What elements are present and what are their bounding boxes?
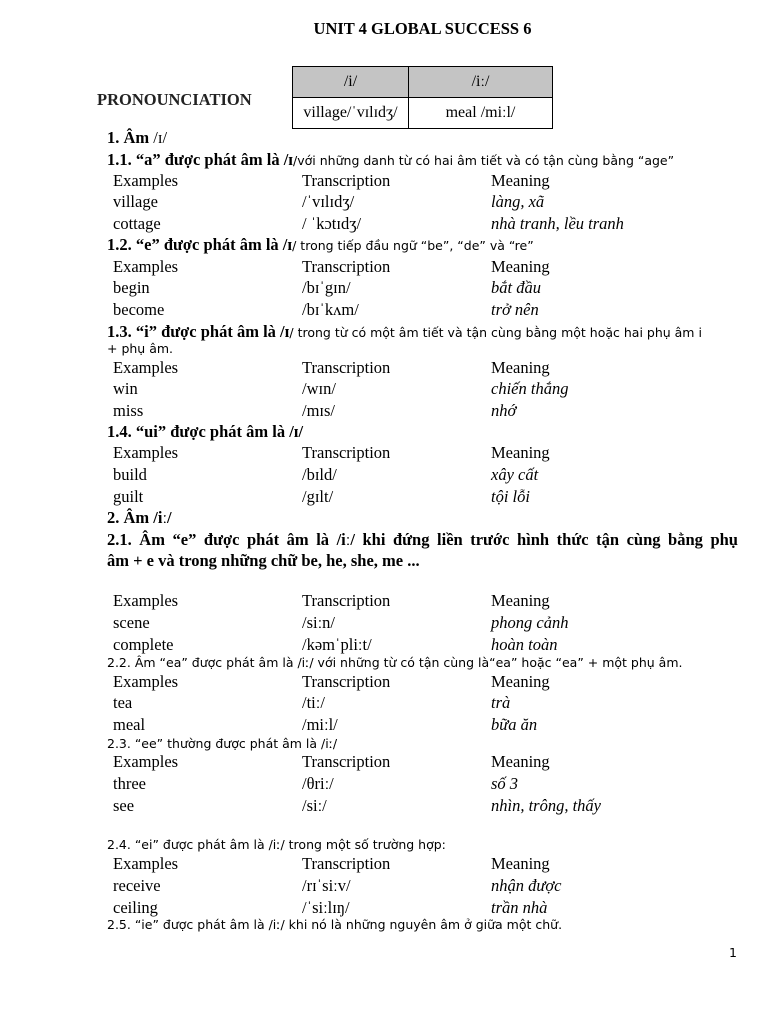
section-1-title: 1. Âm	[107, 128, 150, 147]
example-meaning: trở nên	[491, 300, 539, 319]
example-transcription: /miːl/	[302, 715, 338, 734]
example-meaning: chiến thắng	[491, 379, 569, 398]
example-transcription: /bɪˈkʌm/	[302, 300, 359, 319]
ipa-table-cell-meal: meal /miːl/	[409, 98, 553, 129]
example-transcription: /siːn/	[302, 613, 336, 632]
example-meaning: bắt đầu	[491, 278, 541, 297]
example-word: see	[113, 796, 135, 815]
example-transcription: /bɪˈgɪn/	[302, 278, 351, 297]
column-header-meaning: Meaning	[491, 358, 550, 377]
example-transcription: /rɪˈsiːv/	[302, 876, 351, 895]
subsection-1-2-heading	[107, 235, 534, 255]
example-meaning: trà	[491, 693, 511, 712]
example-meaning: trần nhà	[491, 898, 548, 917]
example-transcription: /tiː/	[302, 693, 325, 712]
ipa-table-cell-village: village/ˈvɪlɪdʒ/	[293, 98, 409, 129]
column-header-examples: Examples	[113, 672, 179, 691]
subsection-2-5-heading: 2.5. “ie” được phát âm là /iː/ khi nó là những nguyên âm ở giữa một chữ.	[107, 917, 563, 932]
ipa-table-header-long-i: /iː/	[409, 67, 553, 98]
subsection-1-1-note: /với những danh từ có hai âm tiết và có tận cùng bằng “age”	[293, 153, 675, 168]
column-header-examples: Examples	[113, 257, 179, 276]
example-word: become	[113, 300, 165, 319]
example-meaning: phong cảnh	[491, 613, 569, 632]
subsection-1-2-note: / trong tiếp đầu ngữ “be”, “de” và “re”	[292, 238, 534, 253]
example-word: cottage	[113, 214, 161, 233]
subsection-2-4-heading: 2.4. “ei” được phát âm là /iː/ trong một số trường hợp:	[107, 837, 446, 852]
subsection-2-3-heading: 2.3. “ee” thường được phát âm là /iː/	[107, 736, 338, 751]
example-transcription: /kəmˈpliːt/	[302, 635, 372, 654]
example-meaning: nhà tranh, lều tranh	[491, 214, 624, 233]
column-header-examples: Examples	[113, 591, 179, 610]
column-header-transcription: Transcription	[302, 171, 391, 190]
example-word: ceiling	[113, 898, 158, 917]
example-meaning: tội lỗi	[491, 487, 530, 506]
example-transcription: /siː/	[302, 796, 327, 815]
example-word: three	[113, 774, 146, 793]
example-meaning: làng, xã	[491, 192, 545, 211]
example-transcription: /bɪld/	[302, 465, 337, 484]
column-header-transcription: Transcription	[302, 257, 391, 276]
subsection-1-3-heading	[107, 322, 702, 342]
example-word: miss	[113, 401, 144, 420]
column-header-meaning: Meaning	[491, 752, 550, 771]
example-meaning: nhớ	[491, 401, 517, 420]
section-2-heading: 2. Âm /iː/	[107, 508, 172, 527]
example-transcription: /mɪs/	[302, 401, 336, 420]
section-1-ipa: /ɪ/	[153, 128, 168, 147]
ipa-table-header-short-i: /i/	[293, 67, 409, 98]
subsection-2-1-heading-line2: âm + e và trong những chữ be, he, she, me ...	[107, 551, 420, 570]
column-header-meaning: Meaning	[491, 443, 550, 462]
subsection-1-3-note: / trong từ có một âm tiết và tận cùng bằng một hoặc hai phụ âm i	[289, 325, 702, 340]
example-word: guilt	[113, 487, 144, 506]
example-word: begin	[113, 278, 150, 297]
example-meaning: hoàn toàn	[491, 635, 558, 654]
example-meaning: số 3	[491, 774, 519, 793]
document-title: UNIT 4 GLOBAL SUCCESS 6	[313, 19, 532, 38]
column-header-examples: Examples	[113, 854, 179, 873]
subsection-2-2-heading: 2.2. Âm “ea” được phát âm là /iː/ với những từ có tận cùng là“ea” hoặc “ea” + một phụ âm.	[107, 655, 683, 670]
section-1-heading	[107, 128, 167, 148]
example-word: receive	[113, 876, 161, 895]
column-header-examples: Examples	[113, 752, 179, 771]
example-word: tea	[113, 693, 133, 712]
column-header-meaning: Meaning	[491, 257, 550, 276]
column-header-transcription: Transcription	[302, 591, 391, 610]
column-header-transcription: Transcription	[302, 443, 391, 462]
column-header-examples: Examples	[113, 358, 179, 377]
column-header-transcription: Transcription	[302, 358, 391, 377]
column-header-transcription: Transcription	[302, 672, 391, 691]
column-header-transcription: Transcription	[302, 854, 391, 873]
column-header-examples: Examples	[113, 171, 179, 190]
column-header-meaning: Meaning	[491, 854, 550, 873]
subsection-1-4-heading: 1.4. “ui” được phát âm là /ɪ/	[107, 422, 304, 441]
subsection-1-2-title: 1.2. “e” được phát âm là /ɪ	[107, 235, 293, 254]
example-meaning: nhìn, trông, thấy	[491, 796, 601, 815]
example-word: meal	[113, 715, 146, 734]
column-header-meaning: Meaning	[491, 672, 550, 691]
example-word: village	[113, 192, 158, 211]
ipa-table	[292, 66, 553, 129]
column-header-meaning: Meaning	[491, 171, 550, 190]
subsection-1-1-heading	[107, 150, 674, 170]
example-word: win	[113, 379, 138, 398]
section-label-pronounciation: PRONOUNCIATION	[97, 90, 252, 109]
example-transcription: /wɪn/	[302, 379, 336, 398]
example-meaning: bữa ăn	[491, 715, 538, 734]
column-header-meaning: Meaning	[491, 591, 550, 610]
subsection-1-3-note-continued: + phụ âm.	[107, 341, 174, 356]
example-meaning: nhận được	[491, 876, 562, 895]
example-transcription: / ˈkɔtɪdʒ/	[302, 214, 362, 233]
example-transcription: /ˈsiːlɪŋ/	[302, 898, 350, 917]
example-word: scene	[113, 613, 150, 632]
subsection-1-3-title: 1.3. “i” được phát âm là /ɪ	[107, 322, 290, 341]
page-number: 1	[729, 945, 737, 960]
example-meaning: xây cất	[491, 465, 539, 484]
column-header-transcription: Transcription	[302, 752, 391, 771]
example-word: complete	[113, 635, 174, 654]
example-word: build	[113, 465, 147, 484]
example-transcription: /θriː/	[302, 774, 334, 793]
example-transcription: /gɪlt/	[302, 487, 334, 506]
subsection-2-1-heading-line1: 2.1. Âm “e” được phát âm là /iː/ khi đứng liền trước hình thức tận cùng bằng phụ	[107, 530, 738, 549]
subsection-1-1-title: 1.1. “a” được phát âm là /ɪ	[107, 150, 294, 169]
column-header-examples: Examples	[113, 443, 179, 462]
example-transcription: /ˈvɪlɪdʒ/	[302, 192, 355, 211]
